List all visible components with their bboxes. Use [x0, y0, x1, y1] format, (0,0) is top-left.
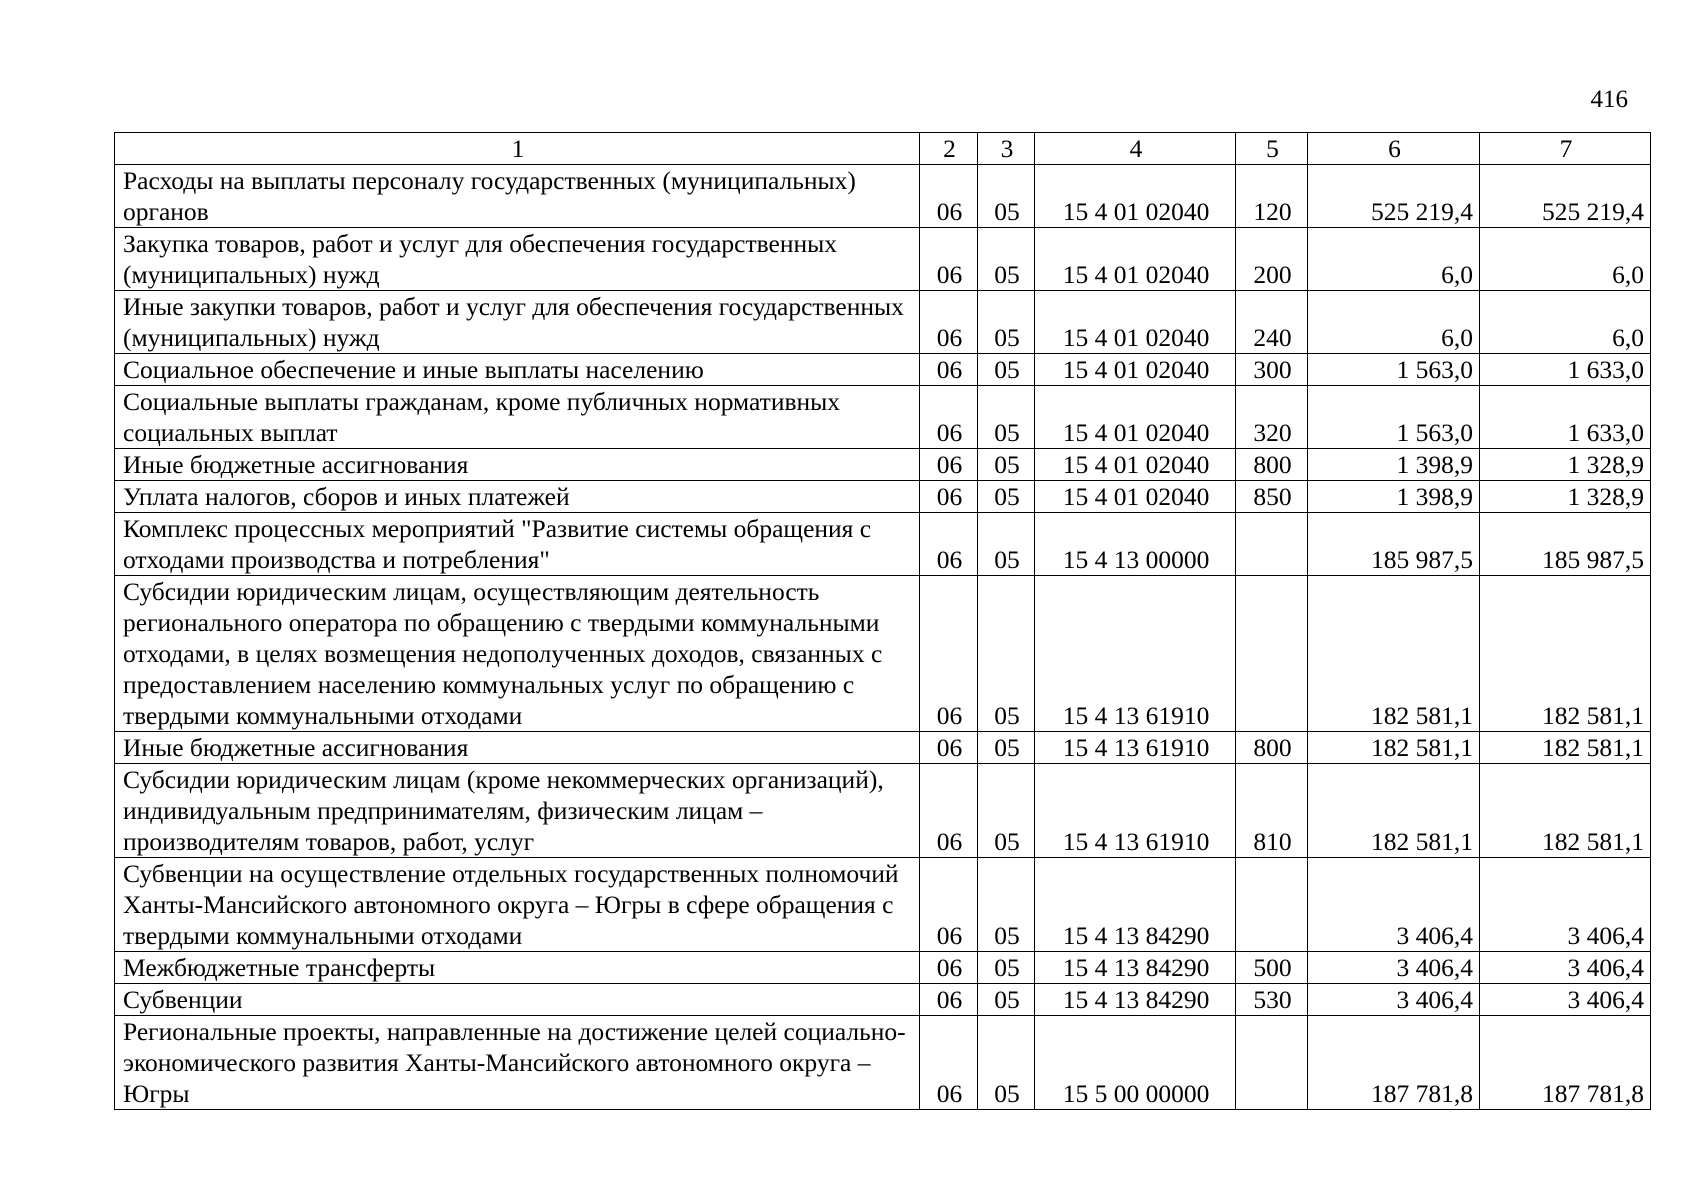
row-target-article-code: 15 4 01 02040: [1035, 449, 1236, 481]
row-amount-1: 182 581,1: [1308, 576, 1480, 732]
row-expense-type-code: 120: [1236, 165, 1308, 228]
row-expense-type-code: 810: [1236, 764, 1308, 858]
row-target-article-code: 15 4 13 84290: [1035, 858, 1236, 952]
row-subsection-code: 05: [978, 165, 1035, 228]
row-name: Социальные выплаты гражданам, кроме публичных нормативных социальных выплат: [115, 386, 920, 449]
row-expense-type-code: 320: [1236, 386, 1308, 449]
table-row: [115, 858, 1651, 952]
budget-table: [114, 132, 1651, 1110]
row-subsection-code: 05: [978, 386, 1035, 449]
row-expense-type-code: [1236, 858, 1308, 952]
table-body: [115, 165, 1651, 1110]
row-subsection-code: 05: [978, 858, 1035, 952]
row-subsection-code: 05: [978, 984, 1035, 1016]
row-amount-1: 3 406,4: [1308, 984, 1480, 1016]
table-row: [115, 732, 1651, 764]
row-name: Региональные проекты, направленные на достижение целей социально-экономического развития Ханты-Мансийского автономного округа – Югры: [115, 1016, 920, 1110]
row-section-code: 06: [920, 481, 978, 513]
row-section-code: 06: [920, 386, 978, 449]
row-target-article-code: 15 4 01 02040: [1035, 165, 1236, 228]
page-number: 416: [1590, 86, 1628, 113]
row-amount-2: 525 219,4: [1480, 165, 1651, 228]
row-section-code: 06: [920, 228, 978, 291]
row-subsection-code: 05: [978, 732, 1035, 764]
column-header: 5: [1236, 133, 1308, 165]
row-subsection-code: 05: [978, 576, 1035, 732]
row-section-code: 06: [920, 513, 978, 576]
row-amount-2: 1 328,9: [1480, 449, 1651, 481]
row-section-code: 06: [920, 291, 978, 354]
table-row: [115, 449, 1651, 481]
row-amount-1: 525 219,4: [1308, 165, 1480, 228]
row-subsection-code: 05: [978, 1016, 1035, 1110]
column-header: 1: [115, 133, 920, 165]
row-name: Субсидии юридическим лицам (кроме некоммерческих организаций), индивидуальным предпринимателям, физическим лицам – производителям товаров, работ, услуг: [115, 764, 920, 858]
table-row: [115, 1016, 1651, 1110]
row-amount-1: 1 563,0: [1308, 386, 1480, 449]
row-amount-2: 6,0: [1480, 228, 1651, 291]
column-header: 7: [1480, 133, 1651, 165]
table-header-row: [115, 133, 1651, 165]
row-subsection-code: 05: [978, 354, 1035, 386]
table-row: [115, 228, 1651, 291]
row-amount-2: 187 781,8: [1480, 1016, 1651, 1110]
table-row: [115, 354, 1651, 386]
row-target-article-code: 15 4 13 61910: [1035, 764, 1236, 858]
row-name: Субсидии юридическим лицам, осуществляющим деятельность регионального оператора по обращению с твердыми коммунальными отходами, в целях возмещения недополученных доходов, связанных с предоставлением населению коммунальных услуг по обращению с твердыми коммунальными отходами: [115, 576, 920, 732]
row-expense-type-code: [1236, 513, 1308, 576]
row-name: Межбюджетные трансферты: [115, 952, 920, 984]
table-row: [115, 513, 1651, 576]
row-name: Иные бюджетные ассигнования: [115, 449, 920, 481]
table-row: [115, 165, 1651, 228]
row-amount-1: 1 398,9: [1308, 449, 1480, 481]
row-amount-2: 3 406,4: [1480, 858, 1651, 952]
row-subsection-code: 05: [978, 228, 1035, 291]
row-amount-2: 1 328,9: [1480, 481, 1651, 513]
row-section-code: 06: [920, 952, 978, 984]
row-section-code: 06: [920, 732, 978, 764]
row-target-article-code: 15 4 13 00000: [1035, 513, 1236, 576]
row-name: Социальное обеспечение и иные выплаты населению: [115, 354, 920, 386]
row-amount-1: 187 781,8: [1308, 1016, 1480, 1110]
row-target-article-code: 15 4 01 02040: [1035, 228, 1236, 291]
row-section-code: 06: [920, 354, 978, 386]
row-expense-type-code: 300: [1236, 354, 1308, 386]
row-name: Расходы на выплаты персоналу государственных (муниципальных) органов: [115, 165, 920, 228]
row-name: Комплекс процессных мероприятий "Развитие системы обращения с отходами производства и потребления": [115, 513, 920, 576]
row-amount-2: 182 581,1: [1480, 764, 1651, 858]
row-target-article-code: 15 4 13 84290: [1035, 984, 1236, 1016]
row-expense-type-code: 850: [1236, 481, 1308, 513]
row-amount-2: 3 406,4: [1480, 952, 1651, 984]
row-amount-1: 185 987,5: [1308, 513, 1480, 576]
row-amount-1: 6,0: [1308, 228, 1480, 291]
row-section-code: 06: [920, 576, 978, 732]
row-name: Иные бюджетные ассигнования: [115, 732, 920, 764]
row-expense-type-code: 240: [1236, 291, 1308, 354]
row-expense-type-code: [1236, 576, 1308, 732]
row-target-article-code: 15 4 13 61910: [1035, 732, 1236, 764]
row-expense-type-code: [1236, 1016, 1308, 1110]
row-expense-type-code: 200: [1236, 228, 1308, 291]
row-section-code: 06: [920, 1016, 978, 1110]
row-section-code: 06: [920, 764, 978, 858]
row-expense-type-code: 530: [1236, 984, 1308, 1016]
row-name: Закупка товаров, работ и услуг для обеспечения государственных (муниципальных) нужд: [115, 228, 920, 291]
column-header: 4: [1035, 133, 1236, 165]
row-section-code: 06: [920, 858, 978, 952]
row-amount-1: 1 563,0: [1308, 354, 1480, 386]
table-row: [115, 576, 1651, 732]
row-amount-1: 1 398,9: [1308, 481, 1480, 513]
row-amount-1: 3 406,4: [1308, 858, 1480, 952]
row-target-article-code: 15 4 13 84290: [1035, 952, 1236, 984]
row-amount-2: 3 406,4: [1480, 984, 1651, 1016]
row-amount-2: 6,0: [1480, 291, 1651, 354]
row-target-article-code: 15 5 00 00000: [1035, 1016, 1236, 1110]
table-row: [115, 984, 1651, 1016]
row-amount-1: 182 581,1: [1308, 764, 1480, 858]
row-section-code: 06: [920, 449, 978, 481]
row-target-article-code: 15 4 01 02040: [1035, 481, 1236, 513]
table-row: [115, 952, 1651, 984]
row-target-article-code: 15 4 01 02040: [1035, 291, 1236, 354]
row-subsection-code: 05: [978, 481, 1035, 513]
row-name: Иные закупки товаров, работ и услуг для обеспечения государственных (муниципальных) нужд: [115, 291, 920, 354]
row-amount-1: 3 406,4: [1308, 952, 1480, 984]
row-amount-2: 182 581,1: [1480, 732, 1651, 764]
row-target-article-code: 15 4 01 02040: [1035, 354, 1236, 386]
column-header: 3: [978, 133, 1035, 165]
row-section-code: 06: [920, 984, 978, 1016]
row-subsection-code: 05: [978, 513, 1035, 576]
row-amount-2: 1 633,0: [1480, 386, 1651, 449]
row-name: Уплата налогов, сборов и иных платежей: [115, 481, 920, 513]
row-expense-type-code: 500: [1236, 952, 1308, 984]
row-amount-1: 182 581,1: [1308, 732, 1480, 764]
row-name: Субвенции на осуществление отдельных государственных полномочий Ханты-Мансийского автономного округа – Югры в сфере обращения с твердыми коммунальными отходами: [115, 858, 920, 952]
row-section-code: 06: [920, 165, 978, 228]
row-subsection-code: 05: [978, 291, 1035, 354]
row-amount-1: 6,0: [1308, 291, 1480, 354]
row-expense-type-code: 800: [1236, 449, 1308, 481]
row-subsection-code: 05: [978, 952, 1035, 984]
row-target-article-code: 15 4 01 02040: [1035, 386, 1236, 449]
table-row: [115, 481, 1651, 513]
row-expense-type-code: 800: [1236, 732, 1308, 764]
row-target-article-code: 15 4 13 61910: [1035, 576, 1236, 732]
table-row: [115, 764, 1651, 858]
column-header: 2: [920, 133, 978, 165]
row-amount-2: 185 987,5: [1480, 513, 1651, 576]
row-amount-2: 182 581,1: [1480, 576, 1651, 732]
row-name: Субвенции: [115, 984, 920, 1016]
column-header: 6: [1308, 133, 1480, 165]
row-subsection-code: 05: [978, 449, 1035, 481]
row-subsection-code: 05: [978, 764, 1035, 858]
row-amount-2: 1 633,0: [1480, 354, 1651, 386]
table-row: [115, 291, 1651, 354]
table-row: [115, 386, 1651, 449]
